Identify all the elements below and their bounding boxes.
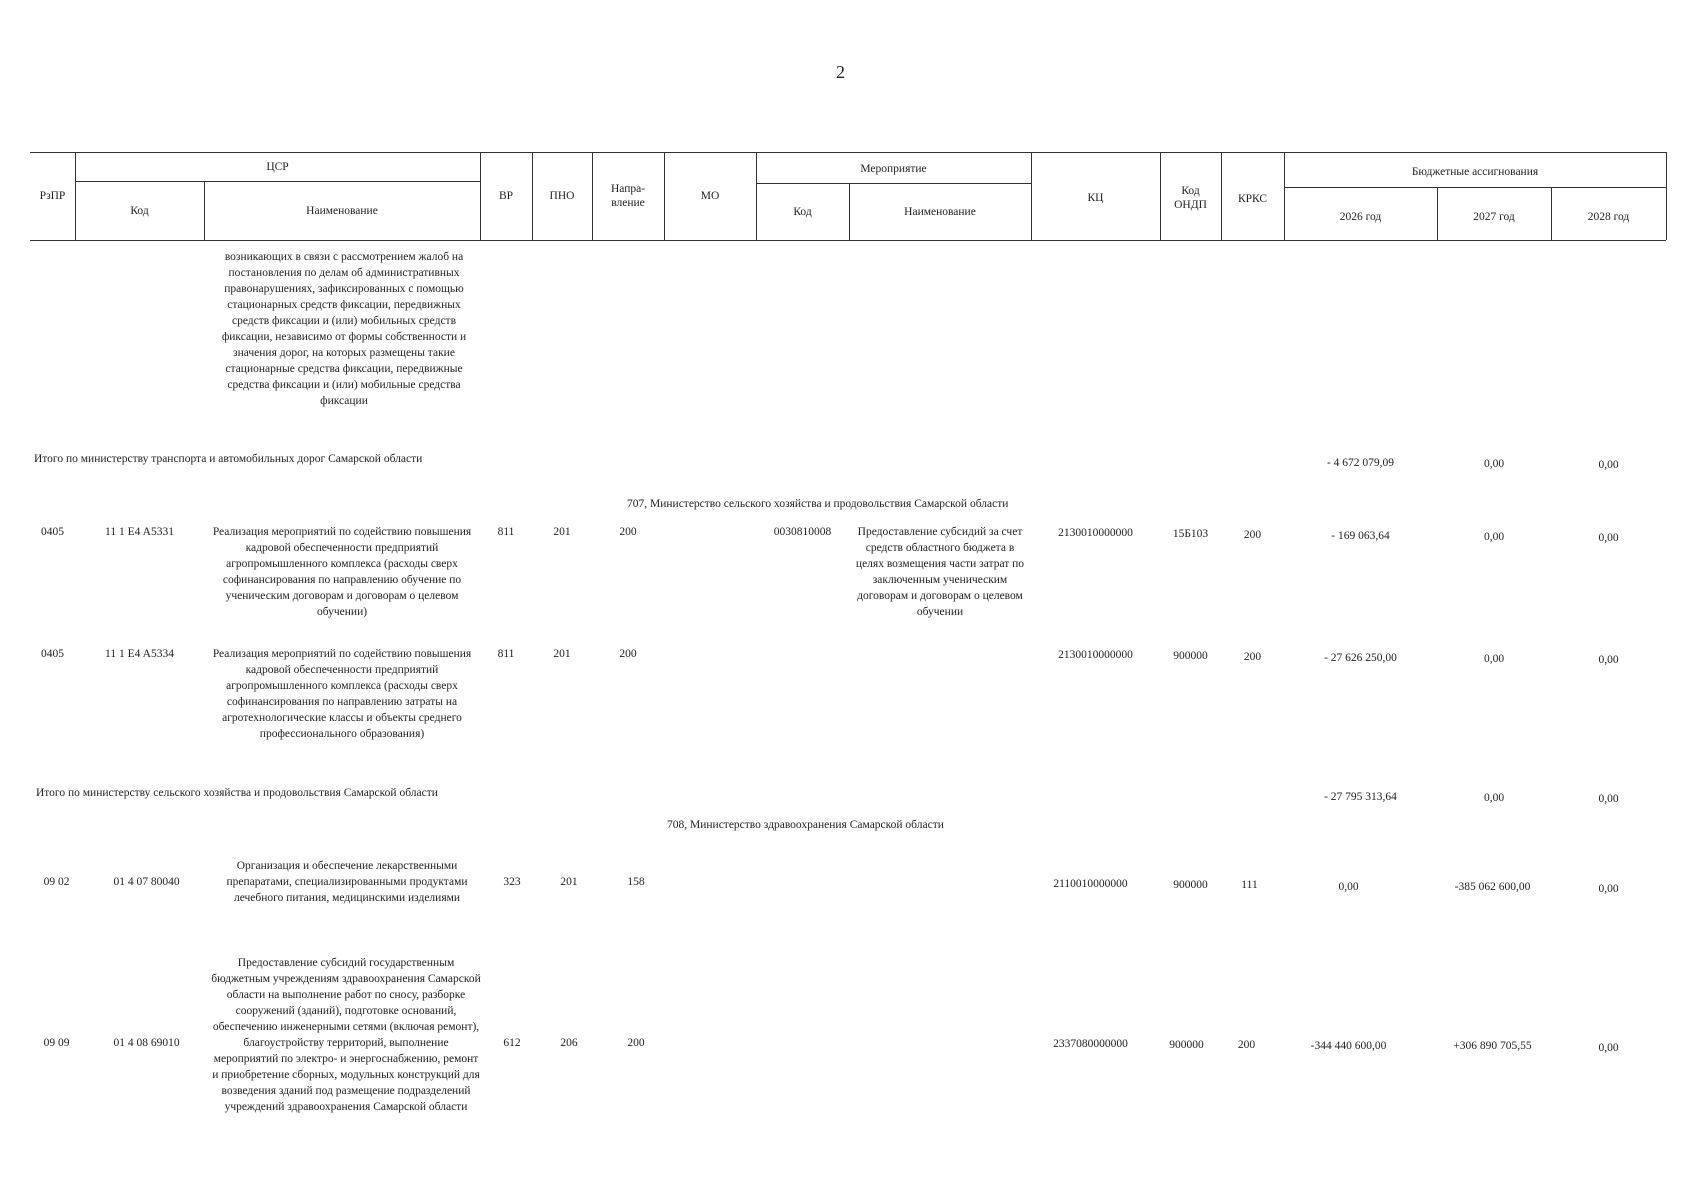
row-krks: 200 bbox=[1243, 651, 1262, 663]
row-vr: 811 bbox=[497, 526, 515, 538]
row-rzpr: 09 09 bbox=[43, 1037, 70, 1049]
row-ondp: 900000 bbox=[1169, 1039, 1204, 1051]
row-name: Реализация мероприятий по содействию повышения кадровой обеспеченности предприятий агропромышленного комплекса (расходы сверх софинансирования по направлению обучение по ученическим договорам и договорам о целевом обучении) bbox=[212, 526, 472, 618]
row-krks: 111 bbox=[1241, 879, 1258, 891]
header-rzpr: РзПР bbox=[39, 190, 66, 202]
total-agri-2027: 0,00 bbox=[1483, 792, 1505, 804]
row-rzpr: 09 02 bbox=[43, 876, 70, 888]
total-transport-2027: 0,00 bbox=[1483, 458, 1505, 470]
row-name: Реализация мероприятий по содействию повышения кадровой обеспеченности предприятий агропромышленного комплекса (расходы сверх софинансирования по направлению затраты на агротехнологические классы и объекты среднего профессионального образования) bbox=[212, 648, 472, 740]
row-rzpr: 0405 bbox=[41, 526, 64, 538]
continuation-text: возникающих в связи с рассмотрением жалоб на постановления по делам об административных правонарушениях, зафиксированных с помощью стационарных средств фиксации, передвижных средств фиксации и (или) мобильных средств фиксации, независимо от формы собственности и значения дорог, на которых размещены такие стационарные средства фиксации, передвижные средства фиксации и (или) мобильные средства фиксации bbox=[221, 251, 467, 407]
header-direction: Напра- вление bbox=[610, 183, 646, 209]
row-2027: -385 062 600,00 bbox=[1454, 881, 1531, 893]
header-2028: 2028 год bbox=[1587, 211, 1630, 223]
row-2028: 0,00 bbox=[1598, 883, 1619, 895]
row-kc: 2130010000000 bbox=[1058, 649, 1133, 661]
row-event-name: Предоставление субсидий за счет средств областного бюджета в целях возмещения части затрат по заключенным ученическим договорам и договорам о целевом обучении bbox=[855, 526, 1025, 618]
total-transport-2026: - 4 672 079,09 bbox=[1326, 457, 1395, 469]
header-event-code: Код bbox=[793, 206, 812, 218]
header-budget: Бюджетные ассигнования bbox=[1411, 166, 1539, 178]
row-name: Предоставление субсидий государственным бюджетным учреждениям здравоохранения Самарской области на выполнение работ по сносу, разборке сооружений (зданий), подготовке оснований, обеспечению инженерными сетями (включая ремонт), благоустройству территорий, выполнение мероприятий по электро- и энергоснабжению, ремонт и приобретение сборных, модульных конструкций для возведения зданий под размещение подразделений учреждений здравоохранения Самарской области bbox=[211, 957, 481, 1113]
row-pno: 206 bbox=[560, 1037, 578, 1049]
header-ondp: Код ОНДП bbox=[1174, 185, 1207, 211]
row-2026: -344 440 600,00 bbox=[1310, 1040, 1387, 1052]
section-707: 707, Министерство сельского хозяйства и продовольствия Самарской области bbox=[627, 498, 1009, 510]
row-pno: 201 bbox=[553, 648, 571, 660]
header-event-name: Наименование bbox=[904, 206, 976, 218]
row-2026: - 169 063,64 bbox=[1331, 530, 1390, 542]
row-code: 01 4 07 80040 bbox=[113, 876, 180, 888]
header-csr-code: Код bbox=[130, 205, 149, 217]
row-direction: 200 bbox=[619, 648, 637, 660]
row-kc: 2110010000000 bbox=[1053, 878, 1128, 890]
total-agri-label: Итого по министерству сельского хозяйства и продовольствия Самарской области bbox=[36, 787, 438, 799]
row-ondp: 900000 bbox=[1173, 650, 1208, 662]
row-direction: 200 bbox=[619, 526, 637, 538]
row-2027: +306 890 705,55 bbox=[1453, 1040, 1532, 1052]
row-krks: 200 bbox=[1237, 1039, 1256, 1051]
total-agri-2028: 0,00 bbox=[1598, 793, 1619, 805]
row-ondp: 15Б103 bbox=[1172, 528, 1209, 540]
row-direction: 200 bbox=[627, 1037, 645, 1049]
header-krks: КРКС bbox=[1237, 193, 1268, 205]
row-2028: 0,00 bbox=[1598, 532, 1619, 544]
row-code: 11 1 E4 A5331 bbox=[105, 526, 174, 538]
header-csr-name: Наименование bbox=[306, 205, 378, 217]
total-transport-2028: 0,00 bbox=[1598, 459, 1619, 471]
row-code: 11 1 E4 A5334 bbox=[105, 648, 174, 660]
row-event-code: 0030810008 bbox=[773, 526, 832, 538]
row-ondp: 900000 bbox=[1173, 879, 1208, 891]
row-vr: 612 bbox=[503, 1037, 521, 1049]
page-number: 2 bbox=[836, 62, 845, 82]
row-vr: 811 bbox=[497, 648, 515, 660]
row-2027: 0,00 bbox=[1483, 653, 1505, 665]
total-agri-2026: - 27 795 313,64 bbox=[1324, 791, 1397, 803]
row-vr: 323 bbox=[503, 876, 521, 888]
header-2027: 2027 год bbox=[1473, 211, 1515, 223]
row-2026: - 27 626 250,00 bbox=[1324, 652, 1397, 664]
header-mo: МО bbox=[700, 190, 720, 202]
row-pno: 201 bbox=[560, 876, 578, 888]
row-2028: 0,00 bbox=[1598, 1042, 1619, 1054]
row-2028: 0,00 bbox=[1598, 654, 1619, 666]
row-name: Организация и обеспечение лекарственными препаратами, специализированными продуктами лечебного питания, медицинскими изделиями bbox=[226, 860, 468, 904]
header-pno: ПНО bbox=[549, 190, 575, 202]
header-kc: КЦ bbox=[1087, 192, 1104, 204]
row-rzpr: 0405 bbox=[41, 648, 64, 660]
header-vr: ВР bbox=[498, 190, 514, 202]
row-pno: 201 bbox=[553, 526, 571, 538]
header-event: Мероприятие bbox=[860, 163, 927, 175]
total-transport-label: Итого по министерству транспорта и автомобильных дорог Самарской области bbox=[34, 453, 423, 465]
row-kc: 2337080000000 bbox=[1053, 1038, 1128, 1050]
row-code: 01 4 08 69010 bbox=[113, 1037, 180, 1049]
row-2027: 0,00 bbox=[1483, 531, 1505, 543]
header-csr: ЦСР bbox=[266, 161, 289, 173]
row-krks: 200 bbox=[1243, 529, 1262, 541]
section-708: 708, Министерство здравоохранения Самарской области bbox=[667, 819, 944, 831]
row-kc: 2130010000000 bbox=[1058, 527, 1133, 539]
row-2026: 0,00 bbox=[1338, 881, 1359, 893]
header-2026: 2026 год bbox=[1339, 211, 1382, 223]
row-direction: 158 bbox=[627, 876, 645, 888]
